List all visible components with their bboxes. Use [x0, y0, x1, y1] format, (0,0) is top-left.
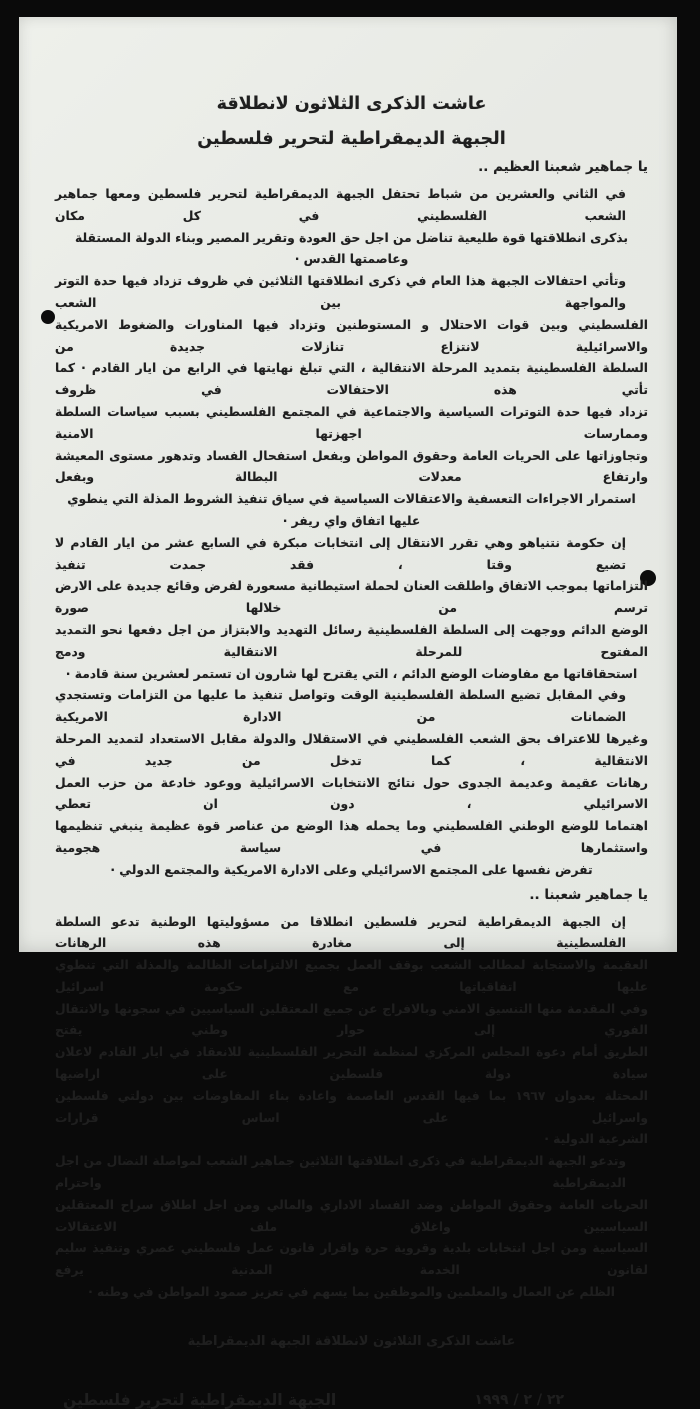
text-line: وتأتي احتفالات الجبهة هذا العام في ذكرى انطلاقتها الثلاثين في ظروف تزداد فيها حدة التوتر والمواجهة بين الشعب [55, 274, 626, 310]
text-line: وتجاوزاتها على الحريات العامة وحقوق المواطن وبفعل استفحال الفساد وتدهور مستوى المعيشة وارتفاع معدلات البطالة وبفعل [55, 448, 648, 485]
paragraph [55, 533, 648, 686]
document-date: ٢٢ / ٢ / ١٩٩٩ [474, 1391, 564, 1408]
text-line: استمرار الاجراءات التعسفية والاعتقالات السياسية في سياق تنفيذ الشروط المذلة التي ينطوي عليها اتفاق واي ريفر · [67, 492, 636, 528]
paragraph [55, 685, 648, 881]
text-line: رهانات عقيمة وعديمة الجدوى حول نتائج الانتخابات الاسرائيلية ووعود خادعة من حزب العمل الاسرائيلي ، دون ان تعطي [55, 775, 648, 812]
signature-row [55, 1391, 648, 1409]
text-line: الشرعية الدولية · [544, 1132, 648, 1147]
text-line: وفي المقابل تضيع السلطة الفلسطينية الوقت وتواصل تنفيذ ما عليها من التزامات وتستجدي الضمانات من الادارة الامريكية [55, 688, 626, 725]
text-line: استحقاقاتها مع مفاوضات الوضع الدائم ، التي يقترح لها شارون ان تستمر لعشرين سنة قادمة · [65, 666, 638, 681]
text-line: بذكرى انطلاقتها قوة طليعية تناضل من اجل حق العودة وتقرير المصير وبناء الدولة المستقلة وعاصمتها القدس · [75, 230, 628, 267]
text-line: إن الجبهة الديمقراطية لتحرير فلسطين انطلاقا من مسؤوليتها الوطنية تدعو السلطة الفلسطينية إلى مغادرة هذه الرهانات [55, 914, 626, 951]
text-line: وفي المقدمة منها التنسيق الامني وبالافراج عن جميع المعتقلين السياسيين في سجونها والانتقال الفوري إلى حوار وطني يفتح [55, 1001, 648, 1038]
text-line: وغيرها للاعتراف بحق الشعب الفلسطيني في الاستقلال والدولة مقابل الاستعداد لتمديد المرحلة الانتقالية ، كما تدخل من جديد في [55, 731, 648, 768]
paragraph [55, 184, 648, 271]
document-title-line2: الجبهة الديمقراطية لتحرير فلسطين [197, 129, 506, 149]
text-line: التزاماتها بموجب الاتفاق واطلقت العنان لحملة استيطانية مسعورة لفرض وقائع جديدة على الارض ترسم من خلالها صورة [55, 579, 648, 616]
text-line: إن حكومة نتنياهو وهي تقرر الانتقال إلى انتخابات مبكرة في السابع عشر من ايار القادم لا تضيع وقتا ، فقد جمدت تنفيذ [55, 535, 626, 572]
text-line: السياسية ومن اجل انتخابات بلدية وقروية حرة واقرار قانون عمل فلسطيني عصري وتنفيذ سليم لقانون الخدمة المدنية يرفع [55, 1241, 648, 1278]
paragraph [55, 271, 648, 533]
salutation: يا جماهير شعبنا .. [529, 886, 648, 903]
text-line: الفلسطيني وبين قوات الاحتلال و المستوطنين وتزداد فيها المناورات والضغوط الامريكية والاسرائيلية لانتزاع تنازلات جديدة من [55, 317, 648, 354]
text-line: المحتلة بعدوان ١٩٦٧ بما فيها القدس العاصمة واعادة بناء المفاوضات بين دولتي فلسطين واسرائيل على اساس قرارات [55, 1088, 648, 1125]
text-line: تزداد فيها حدة التوترات السياسية والاجتماعية في المجتمع الفلسطيني بسبب سياسات السلطة وممارسات اجهزتها الامنية [55, 404, 648, 441]
text-line: في الثاني والعشرين من شباط تحتفل الجبهة الديمقراطية لتحرير فلسطين ومعها جماهير الشعب الفلسطيني في كل مكان [55, 187, 626, 223]
text-line: الحريات العامة وحقوق المواطن وضد الفساد الاداري والمالي ومن اجل اطلاق سراح المعتقلين السياسيين واغلاق ملف الاعتقالات [55, 1197, 648, 1234]
text-line: السلطة الفلسطينية بتمديد المرحلة الانتقالية ، التي تبلغ نهايتها في الرابع من ايار القادم · كما تأتي هذه الاحتفالات في ظروف [55, 361, 648, 398]
text-line: وتدعو الجبهة الديمقراطية في ذكرى انطلاقتها الثلاثين جماهير الشعب لمواصلة النضال من اجل الديمقراطية واحترام [55, 1154, 626, 1191]
paragraph [55, 912, 648, 1152]
hole-punch-left-icon [41, 310, 55, 324]
document-title-line1: عاشت الذكرى الثلاثون لانطلاقة [216, 94, 487, 114]
text-line: الوضع الدائم ووجهت إلى السلطة الفلسطينية رسائل التهديد والابتزاز من اجل دفعها نحو التمديد المفتوح للمرحلة الانتقالية ودمج [55, 622, 648, 659]
text-line: العقيمة والاستجابة لمطالب الشعب بوقف العمل بجميع الالتزامات الظالمة والمذلة التي تنطوي عليها اتفاقياتها مع حكومة اسرائيل [55, 958, 648, 994]
document-page [19, 17, 677, 1409]
paragraph [55, 1151, 648, 1304]
text-line: الطريق أمام دعوة المجلس المركزي لمنظمة التحرير الفلسطينية للانعقاد في ايار القادم لاعلان سيادة دولة فلسطين على اراضيها [55, 1045, 648, 1082]
signature-organization: الجبهة الديمقراطية لتحرير فلسطين [63, 1390, 337, 1409]
document-content [55, 17, 648, 1409]
salutation: يا جماهير شعبنا العظيم .. [478, 159, 648, 175]
document-body [55, 157, 648, 1304]
closing-slogan: عاشت الذكرى الثلاثون لانطلاقة الجبهة الديمقراطية [187, 1333, 516, 1349]
text-line: تفرض نفسها على المجتمع الاسرائيلي وعلى الادارة الامريكية والمجتمع الدولي · [110, 862, 593, 877]
text-line: الظلم عن العمال والمعلمين والموظفين بما يسهم في تعزيز صمود المواطن في وطنه · [88, 1285, 615, 1300]
text-line: اهتماما للوضع الوطني الفلسطيني وما يحمله هذا الوضع من عناصر قوة عظيمة ينبغي تنظيمها واستثمارها في سياسة هجومية [55, 819, 648, 855]
